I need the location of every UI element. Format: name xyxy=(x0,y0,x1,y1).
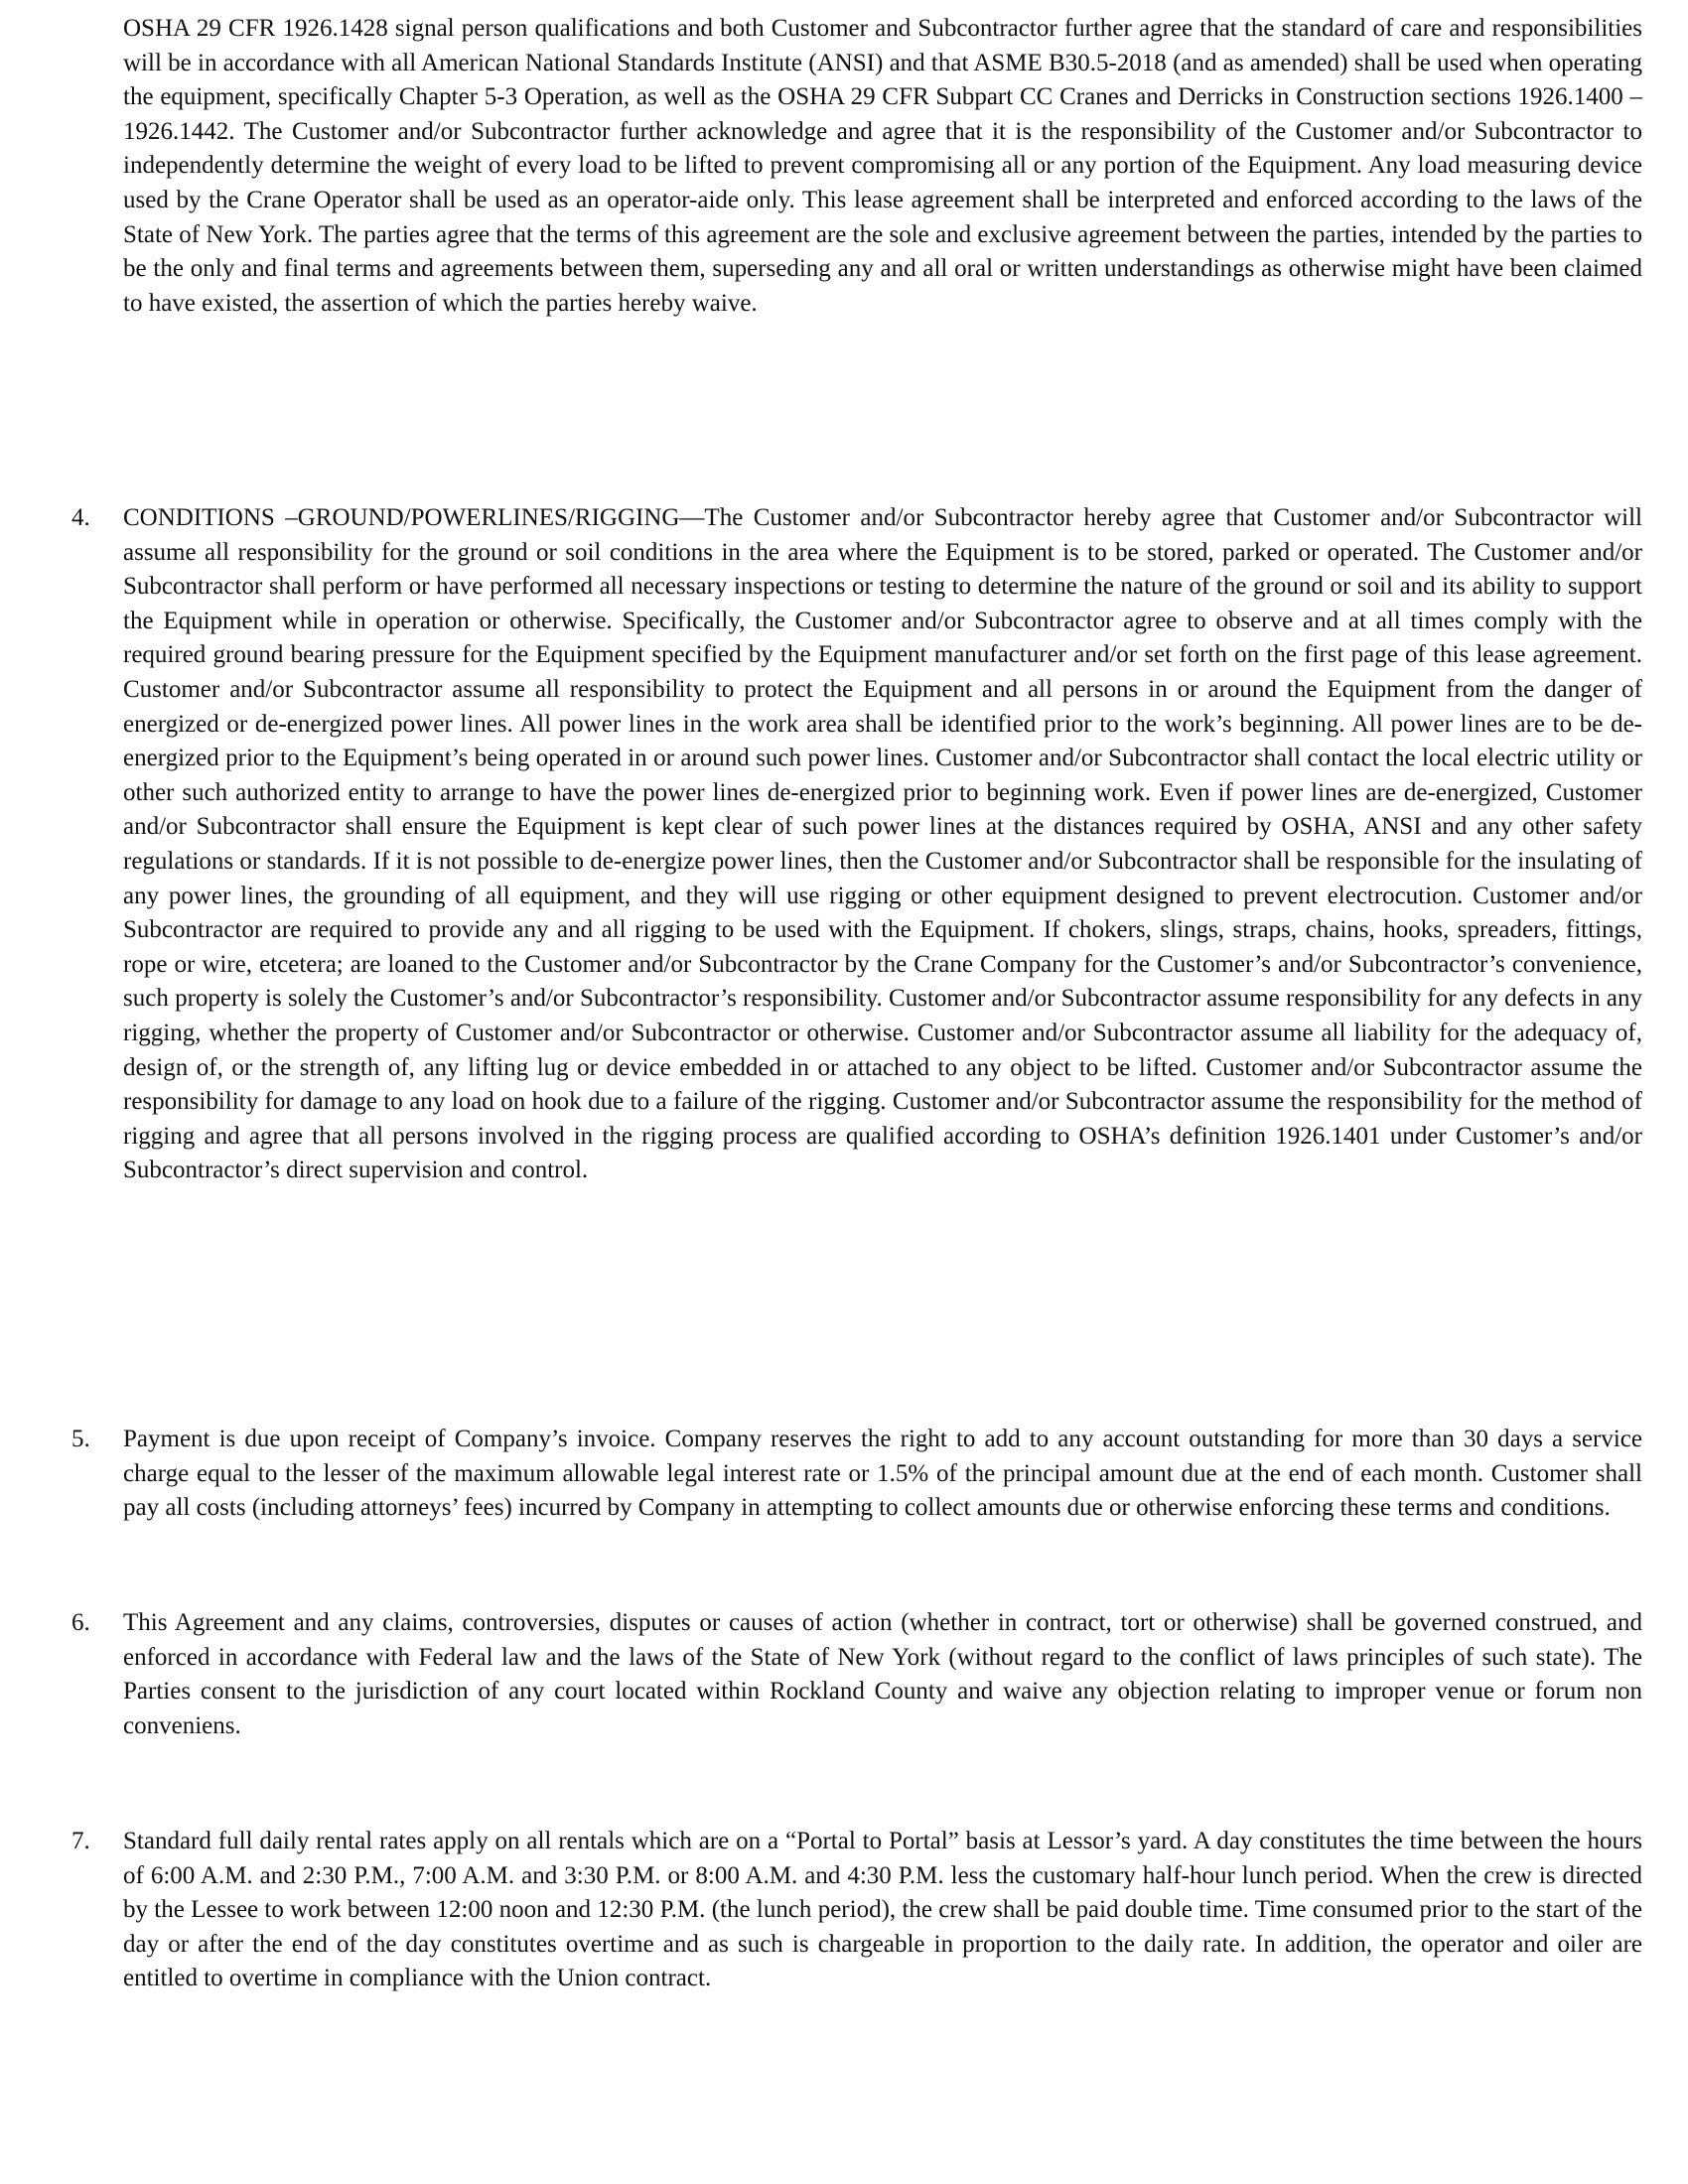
numbered-item-5 xyxy=(71,1423,1642,1526)
item-text-conditions: CONDITIONS –GROUND/POWERLINES/RIGGING—The Customer and/or Subcontractor hereby agree that Customer and/or Subcontractor will assume all responsibility for the ground or soil conditions in the area where the Equipment is to be stored, parked or operated. The Customer and/or Subcontractor shall perform or have performed all necessary inspections or testing to determine the nature of the ground or soil and its ability to support the Equipment while in operation or otherwise. Specifically, the Customer and/or Subcontractor agree to observe and at all times comply with the required ground bearing pressure for the Equipment specified by the Equipment manufacturer and/or set forth on the first page of this lease agreement. Customer and/or Subcontractor assume all responsibility to protect the Equipment and all persons in or around the Equipment from the danger of energized or de-energized power lines. All power lines in the work area shall be identified prior to the work’s beginning. All power lines are to be de-energized prior to the Equipment’s being operated in or around such power lines. Customer and/or Subcontractor shall contact the local electric utility or other such authorized entity to arrange to have the power lines de-energized prior to beginning work. Even if power lines are de-energized, Customer and/or Subcontractor shall ensure the Equipment is kept clear of such power lines at the distances required by OSHA, ANSI and any other safety regulations or standards. If it is not possible to de-energize power lines, then the Customer and/or Subcontractor shall be responsible for the insulating of any power lines, the grounding of all equipment, and they will use rigging or other equipment designed to prevent electrocution. Customer and/or Subcontractor are required to provide any and all rigging to be used with the Equipment. If chokers, slings, straps, chains, hooks, spreaders, fittings, rope or wire, etcetera; are loaned to the Customer and/or Subcontractor by the Crane Company for the Customer’s and/or Subcontractor’s convenience, such property is solely the Customer’s and/or Subcontractor’s responsibility. Customer and/or Subcontractor assume responsibility for any defects in any rigging, whether the property of Customer and/or Subcontractor or otherwise. Customer and/or Subcontractor assume all liability for the adequacy of, design of, or the strength of, any lifting lug or device embedded in or attached to any object to be lifted. Customer and/or Subcontractor assume the responsibility for damage to any load on hook due to a failure of the rigging. Customer and/or Subcontractor assume the responsibility for the method of rigging and agree that all persons involved in the rigging process are qualified according to OSHA’s definition 1926.1401 under Customer’s and/or Subcontractor’s direct supervision and control. xyxy=(123,504,1642,1184)
item-number: 4. xyxy=(71,504,90,531)
item-text-rental-rates: Standard full daily rental rates apply on all rentals which are on a “Portal to Portal” basis at Lessor’s yard. A day constitutes the time between the hours of 6:00 A.M. and 2:30 P.M., 7:00 A.M. and 3:30 P.M. or 8:00 A.M. and 4:30 P.M. less the customary half-hour lunch period. When the crew is directed by the Lessee to work between 12:00 noon and 12:30 P.M. (the lunch period), the crew shall be paid double time. Time consumed prior to the start of the day or after the end of the day constitutes overtime and as such is chargeable in proportion to the daily rate. In addition, the operator and oiler are entitled to overtime in compliance with the Union contract. xyxy=(123,1828,1642,1992)
item-number: 6. xyxy=(71,1609,90,1636)
item-text-governing-law: This Agreement and any claims, controversies, disputes or causes of action (whether in contract, tort or otherwise) shall be governed construed, and enforced in accordance with Federal law and the laws of the State of New York (without regard to the conflict of laws principles of such state). The Parties consent to the jurisdiction of any court located within Rockland County and waive any objection relating to improper venue or forum non conveniens. xyxy=(123,1609,1642,1739)
numbered-item-4 xyxy=(71,501,1642,1188)
item-number: 7. xyxy=(71,1828,90,1854)
continued-paragraph: OSHA 29 CFR 1926.1428 signal person qualifications and both Customer and Subcontractor further agree that the standard of care and responsibilities will be in accordance with all American National Standards Institute (ANSI) and that ASME B30.5-2018 (and as amended) shall be used when operating the equipment, specifically Chapter 5-3 Operation, as well as the OSHA 29 CFR Subpart CC Cranes and Derricks in Construction sections 1926.1400 – 1926.1442. The Customer and/or Subcontractor further acknowledge and agree that it is the responsibility of the Customer and/or Subcontractor to independently determine the weight of every load to be lifted to prevent compromising all or any portion of the Equipment. Any load measuring device used by the Crane Operator shall be used as an operator-aide only. This lease agreement shall be interpreted and enforced according to the laws of the State of New York. The parties agree that the terms of this agreement are the sole and exclusive agreement between the parties, intended by the parties to be the only and final terms and agreements between them, superseding any and all oral or written understandings as otherwise might have been claimed to have existed, the assertion of which the parties hereby waive. xyxy=(123,15,1642,317)
numbered-item-7 xyxy=(71,1825,1642,1996)
item-number: 5. xyxy=(71,1426,90,1452)
item-text-payment: Payment is due upon receipt of Company’s invoice. Company reserves the right to add to any account outstanding for more than 30 days a service charge equal to the lesser of the maximum allowable legal interest rate or 1.5% of the principal amount due at the end of each month. Customer shall pay all costs (including attorneys’ fees) incurred by Company in attempting to collect amounts due or otherwise enforcing these terms and conditions. xyxy=(123,1426,1642,1522)
numbered-item-6 xyxy=(71,1606,1642,1743)
